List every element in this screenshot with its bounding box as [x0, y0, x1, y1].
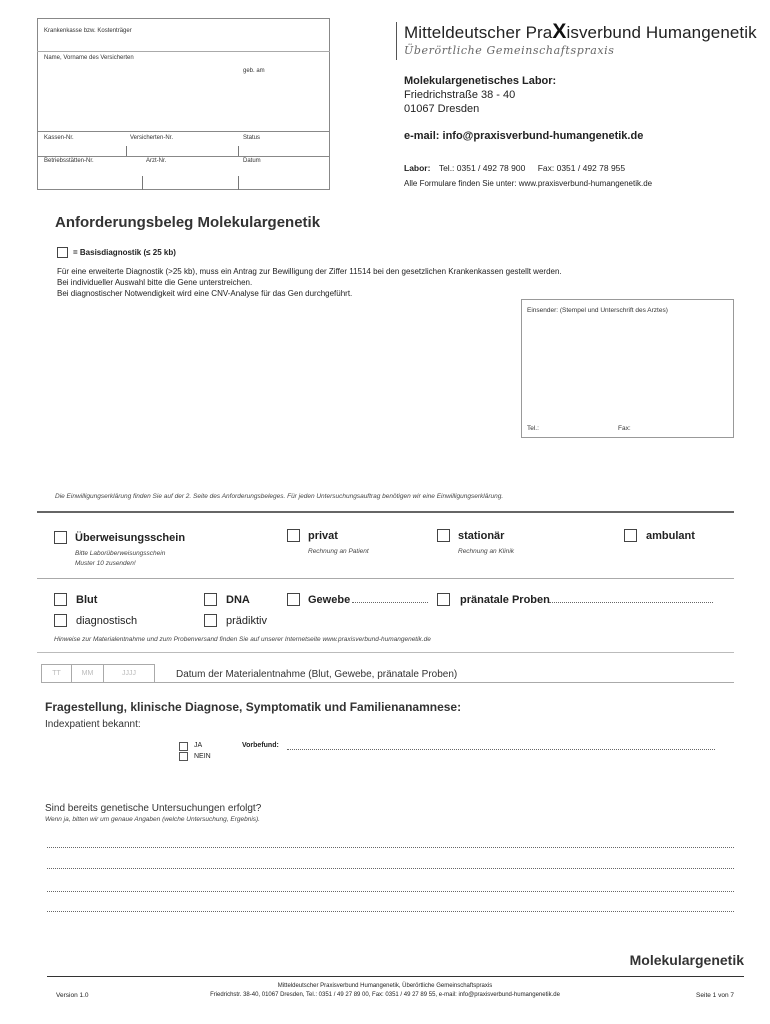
- basis-label: = Basisdiagnostik (≤ 25 kb): [73, 248, 176, 257]
- org-name: [404, 20, 757, 44]
- praenatal-label: pränatale Proben: [460, 594, 550, 606]
- gewebe-label: Gewebe: [308, 594, 351, 606]
- genetic-question-note: Wenn ja, bitten wir um genaue Angaben (welche Untersuchung, Ergebnis).: [45, 816, 260, 823]
- index-label: Indexpatient bekannt:: [45, 719, 141, 730]
- date-label: Datum der Materialentnahme (Blut, Gewebe, pränatale Proben): [176, 669, 458, 680]
- blut-checkbox[interactable]: [54, 593, 67, 606]
- praenatal-input-line[interactable]: [549, 602, 713, 603]
- kassen-nr-label: Kassen-Nr.: [44, 135, 74, 141]
- geb-label: geb. am: [243, 68, 265, 74]
- ja-checkbox[interactable]: [179, 742, 188, 751]
- arzt-tick: [142, 176, 143, 190]
- versicherten-nr-label: Versicherten-Nr.: [130, 135, 174, 141]
- answer-line-2[interactable]: [47, 868, 734, 869]
- stationaer-checkbox[interactable]: [437, 529, 450, 542]
- stationaer-label: stationär: [458, 530, 505, 542]
- footer-line-1: Mitteldeutscher Praxisverbund Humangenetik, Überörtliche Gemeinschaftspraxis: [277, 983, 493, 989]
- vorbefund-input-line[interactable]: [287, 749, 715, 750]
- krankenkasse-label: Krankenkasse bzw. Kostenträger: [44, 28, 132, 34]
- section-divider-material: [37, 578, 734, 579]
- lab-street: Friedrichstraße 38 - 40: [404, 89, 516, 101]
- consent-note: Die Einwilligungserklärung finden Sie auf der 2. Seite des Anforderungsbeleges. Für jeden Untersuchungsauftrag benötigen wir eine Einwilligungserklärung.: [55, 493, 504, 500]
- insurance-divider-2: [37, 131, 330, 132]
- ueberweisung-checkbox[interactable]: [54, 531, 67, 544]
- org-name-part1: Mitteldeutscher Pra: [404, 23, 553, 42]
- answer-line-4[interactable]: [47, 911, 734, 912]
- date-year-field[interactable]: JJJJ: [103, 664, 155, 683]
- lab-fax: Fax: 0351 / 492 78 955: [537, 163, 626, 173]
- diagnostisch-checkbox[interactable]: [54, 614, 67, 627]
- org-logo-x: X: [552, 20, 567, 43]
- status-tick: [238, 146, 239, 156]
- insurance-box: [37, 18, 330, 190]
- dna-label: DNA: [226, 594, 250, 606]
- forms-note: Alle Formulare finden Sie unter: www.praxisverbund-humangenetik.de: [404, 179, 653, 188]
- footer-version: Version 1.0: [56, 992, 89, 999]
- section-divider-billing: [37, 511, 734, 513]
- lab-title: Molekulargenetisches Labor:: [404, 75, 557, 87]
- insurance-divider-3: [37, 156, 330, 157]
- lab-phone-row: [404, 163, 625, 173]
- lab-city: 01067 Dresden: [404, 103, 480, 115]
- praediktiv-label: prädiktiv: [226, 615, 267, 627]
- footer-section-title: Molekulargenetik: [629, 952, 744, 968]
- org-name-part2: isverbund Humangenetik: [566, 23, 757, 42]
- info-line-2: Bei individueller Auswahl bitte die Gene unterstreichen.: [57, 278, 253, 287]
- insurance-divider-1: [37, 51, 330, 52]
- footer-line-2: Friedrichstr. 38-40, 01067 Dresden, Tel.: 0351 / 49 27 89 00, Fax: 0351 / 49 27 89 55, e-mail: info@praxisverbund-humangenetik.de: [210, 992, 560, 998]
- basis-checkbox[interactable]: [57, 247, 68, 258]
- betriebsstaetten-nr-label: Betriebsstätten-Nr.: [44, 158, 94, 164]
- lab-phone-label: Labor:: [404, 163, 431, 173]
- info-line-3: Bei diagnostischer Notwendigkeit wird eine CNV-Analyse für das Gen durchgeführt.: [57, 289, 353, 298]
- lab-phone: Tel.: 0351 / 492 78 900: [438, 163, 526, 173]
- datum-tick: [238, 176, 239, 190]
- section-divider-date: [37, 652, 734, 653]
- einsender-box[interactable]: [521, 299, 734, 438]
- ueberweisung-note-1: Bitte Laborüberweisungsschein: [75, 550, 166, 557]
- status-label: Status: [243, 135, 261, 141]
- nein-checkbox[interactable]: [179, 752, 188, 761]
- einsender-tel-label: Tel.:: [527, 425, 539, 432]
- answer-line-3[interactable]: [47, 891, 734, 892]
- clinical-heading: Fragestellung, klinische Diagnose, Symptomatik und Familienanamnese:: [45, 700, 462, 714]
- privat-checkbox[interactable]: [287, 529, 300, 542]
- date-day-field[interactable]: TT: [41, 664, 72, 683]
- date-underline: [155, 682, 734, 683]
- einsender-fax-label: Fax:: [618, 425, 631, 432]
- header-separator: [396, 22, 397, 60]
- nein-label: NEIN: [194, 753, 211, 760]
- date-month-field[interactable]: MM: [71, 664, 104, 683]
- praenatal-checkbox[interactable]: [437, 593, 450, 606]
- gewebe-input-line[interactable]: [352, 602, 428, 603]
- footer-divider: [47, 976, 744, 977]
- lab-email[interactable]: e-mail: info@praxisverbund-humangenetik.de: [404, 130, 644, 142]
- ueberweisung-label: Überweisungsschein: [75, 532, 186, 544]
- org-subtitle: Überörtliche Gemeinschaftspraxis: [404, 44, 615, 57]
- material-hinweis: Hinweise zur Materialentnahme und zum Probenversand finden Sie auf unserer Internetseite www.praxisverbund-humangenetik.de: [54, 636, 431, 643]
- datum-label: Datum: [243, 158, 261, 164]
- blut-label: Blut: [76, 594, 98, 606]
- ambulant-label: ambulant: [646, 530, 695, 542]
- einsender-label: Einsender: (Stempel und Unterschrift des Arztes): [527, 307, 668, 314]
- ambulant-checkbox[interactable]: [624, 529, 637, 542]
- dna-checkbox[interactable]: [204, 593, 217, 606]
- stationaer-note: Rechnung an Klinik: [458, 548, 515, 555]
- praediktiv-checkbox[interactable]: [204, 614, 217, 627]
- footer-page: Seite 1 von 7: [696, 992, 734, 999]
- vorbefund-label: Vorbefund:: [242, 742, 279, 749]
- diagnostisch-label: diagnostisch: [76, 615, 138, 627]
- ja-label: JA: [194, 742, 203, 749]
- info-line-1: Für eine erweiterte Diagnostik (>25 kb), muss ein Antrag zur Bewilligung der Ziffer 11514 bei den gesetzlichen Krankenkassen gestellt werden.: [57, 267, 562, 276]
- gewebe-checkbox[interactable]: [287, 593, 300, 606]
- genetic-question: Sind bereits genetische Untersuchungen erfolgt?: [45, 803, 262, 814]
- name-label: Name, Vorname des Versicherten: [44, 55, 134, 61]
- privat-label: privat: [308, 530, 338, 542]
- privat-note: Rechnung an Patient: [308, 548, 369, 555]
- answer-line-1[interactable]: [47, 847, 734, 848]
- form-title: Anforderungsbeleg Molekulargenetik: [55, 214, 321, 231]
- ueberweisung-note-2: Muster 10 zusenden!: [75, 560, 136, 567]
- arzt-nr-label: Arzt-Nr.: [146, 158, 167, 164]
- kassen-tick: [126, 146, 127, 156]
